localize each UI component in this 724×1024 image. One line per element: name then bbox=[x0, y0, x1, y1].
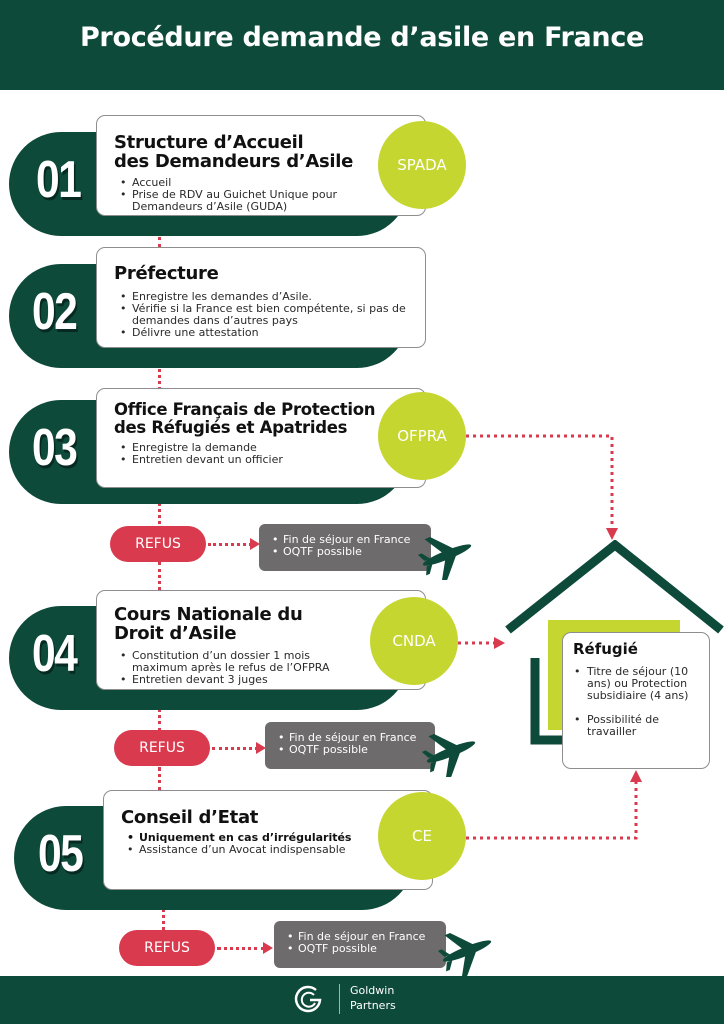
goldwin-logo-icon bbox=[292, 984, 326, 1016]
cnda-badge: CNDA bbox=[370, 597, 458, 685]
step-5-title: Conseil d’Etat bbox=[121, 807, 259, 828]
list-item: • Entretien devant un officier bbox=[132, 454, 382, 466]
page-title: Procédure demande d’asile en France bbox=[79, 22, 645, 53]
ofpra-badge: OFPRA bbox=[378, 392, 466, 480]
list-item: • Titre de séjour (10 ans) ou Protection subsidiaire (4 ans) bbox=[587, 666, 707, 702]
refugee-card bbox=[562, 632, 710, 769]
list-item: • Fin de séjour en France bbox=[289, 732, 416, 744]
step-4-title: Cours Nationale du Droit d’Asile bbox=[114, 604, 303, 644]
list-item: • Possibilité de travailler bbox=[587, 714, 707, 738]
step-4-number: 04 bbox=[32, 625, 77, 683]
list-item: • OQTF possible bbox=[298, 943, 425, 955]
ce-badge: CE bbox=[378, 792, 466, 880]
list-item: • Constitution d’un dossier 1 mois maximum après le refus de l’OFPRA bbox=[132, 650, 367, 674]
list-item: • Accueil bbox=[132, 177, 382, 189]
step-3-number: 03 bbox=[32, 419, 77, 477]
step-2-title: Préfecture bbox=[114, 263, 219, 284]
list-item: • Fin de séjour en France bbox=[283, 534, 410, 546]
step-3-title: Office Français de Protection des Réfugiés et Apatrides bbox=[114, 400, 376, 437]
footer-divider bbox=[339, 984, 340, 1014]
list-item: • OQTF possible bbox=[289, 744, 416, 756]
spada-badge: SPADA bbox=[378, 121, 466, 209]
list-item: • Enregistre la demande bbox=[132, 442, 382, 454]
step-1-title: Structure d’Accueil des Demandeurs d’Asile bbox=[114, 132, 354, 172]
list-item: • Enregistre les demandes d’Asile. bbox=[132, 291, 412, 303]
list-item: • Prise de RDV au Guichet Unique pour Demandeurs d’Asile (GUDA) bbox=[132, 189, 382, 213]
refus-badge-1: REFUS bbox=[110, 526, 206, 562]
list-item: • Vérifie si la France est bien compétente, si pas de demandes dans d’autres pays bbox=[132, 303, 412, 327]
brand-name: Goldwin Partners bbox=[350, 984, 396, 1012]
list-item: • Assistance d’un Avocat indispensable bbox=[139, 844, 419, 856]
step-1-number: 01 bbox=[36, 151, 81, 209]
list-item: • Délivre une attestation bbox=[132, 327, 412, 339]
list-item: • Entretien devant 3 juges bbox=[132, 674, 367, 686]
list-item: • OQTF possible bbox=[283, 546, 410, 558]
refus-badge-2: REFUS bbox=[114, 730, 210, 766]
list-item: • Uniquement en cas d’irrégularités bbox=[139, 832, 419, 844]
step-5-number: 05 bbox=[38, 825, 83, 883]
list-item: • Fin de séjour en France bbox=[298, 931, 425, 943]
refugee-title: Réfugié bbox=[573, 640, 638, 658]
refus-badge-3: REFUS bbox=[119, 930, 215, 966]
step-2-number: 02 bbox=[32, 283, 77, 341]
refugee-bullets bbox=[587, 666, 707, 738]
